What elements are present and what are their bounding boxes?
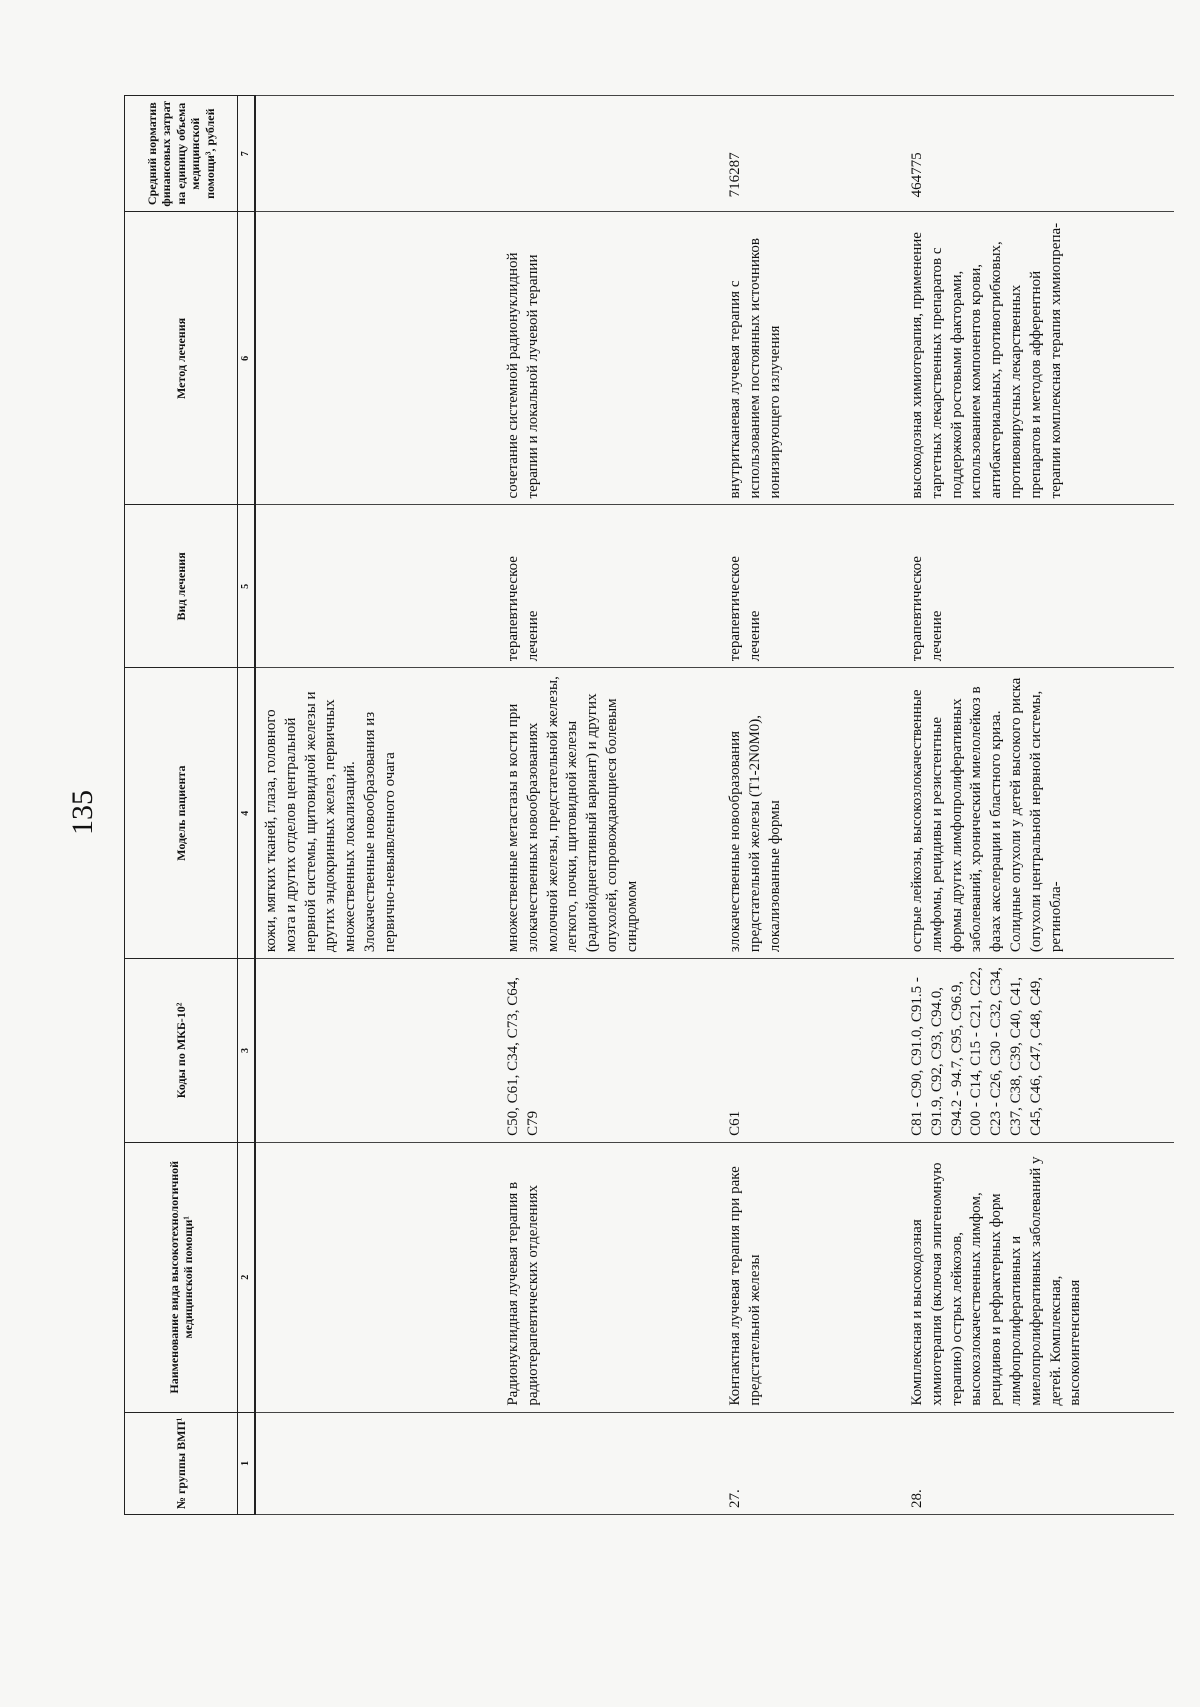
col-number: 4 <box>238 668 256 959</box>
cell-treatment-method <box>255 212 498 505</box>
header-patient-model: Модель пациента <box>125 668 238 959</box>
cell-treatment-type: терапевтическое лечение <box>902 505 1174 668</box>
cell-group-number <box>255 1412 498 1514</box>
cell-vmp-name: Комплексная и высокодозная химиотерапия (включая эпигеномную терапию) острых лейкозов, высокозлокачественных лимфом, рецидивов и рефрактерных форм лимфопролиферативных и миелопролиферативных заболеваний у детей. Комплексная, высокоинтенсивная <box>902 1142 1174 1412</box>
cell-icd-codes: C81 - C90, C91.0, C91.5 - C91.9, C92, C93, C94.0, C94.2 - 94.7, C95, C96.9, C00 - C14, C15 - C21, C22, C23 - C26, C30 - C32, C34, C37, C38, C39, C40, C41, C45, C46, C47, C48, C49, <box>902 959 1174 1143</box>
cell-cost-norm <box>498 96 720 212</box>
cell-group-number: 28. <box>902 1412 1174 1514</box>
header-group-number: № группы ВМП¹ <box>125 1412 238 1514</box>
vmp-table <box>124 95 1174 1515</box>
header-cost-norm: Средний норматив финансовых затрат на единицу объема медицинской помощи³, рублей <box>125 96 238 212</box>
col-number: 7 <box>238 96 256 212</box>
col-number: 2 <box>238 1142 256 1412</box>
column-number-row <box>238 96 256 1515</box>
cell-icd-codes: C50, C61, C34, C73, C64, C79 <box>498 959 720 1143</box>
cell-icd-codes: C61 <box>720 959 902 1143</box>
rotated-table-container <box>124 95 1200 1515</box>
cell-treatment-type: терапевтическое лечение <box>720 505 902 668</box>
cell-treatment-method: высокодозная химиотерапия, применение таргетных лекарственных препаратов с поддержкой ростовыми факторами, использованием компонентов крови, антибактериальных, противогрибковых, противовирусных лекарственных препаратов и методов афферентной терапии комплексная терапия химиопрепа- <box>902 212 1174 505</box>
col-number: 3 <box>238 959 256 1143</box>
cell-group-number: 27. <box>720 1412 902 1514</box>
header-treatment-type: Вид лечения <box>125 505 238 668</box>
table-row <box>902 96 1174 1515</box>
col-number: 5 <box>238 505 256 668</box>
cell-icd-codes <box>255 959 498 1143</box>
header-treatment-method: Метод лечения <box>125 212 238 505</box>
cell-group-number <box>498 1412 720 1514</box>
table-row <box>255 96 498 1515</box>
col-number: 6 <box>238 212 256 505</box>
cell-treatment-method: сочетание системной радионуклидной терапии и локальной лучевой терапии <box>498 212 720 505</box>
table-row <box>498 96 720 1515</box>
cell-vmp-name: Радионуклидная лучевая терапия в радиотерапевтических отделениях <box>498 1142 720 1412</box>
cell-treatment-type: терапевтическое лечение <box>498 505 720 668</box>
cell-vmp-name <box>255 1142 498 1412</box>
cell-patient-model: кожи, мягких тканей, глаза, головного мозга и других отделов центральной нервной системы, щитовидной железы и других эндокринных желез, первичных множественных локализаций. Злокачественные новообразования из первично-невыявленного очага <box>255 668 498 959</box>
cell-cost-norm: 464775 <box>902 96 1174 212</box>
cell-patient-model: злокачественные новообразования предстательной железы (T1-2N0M0), локализованные формы <box>720 668 902 959</box>
cell-cost-norm: 716287 <box>720 96 902 212</box>
cell-patient-model: множественные метастазы в кости при злокачественных новообразованиях молочной железы, предстательной железы, легкого, почки, щитовидной железы (радиойоднегативный вариант) и других опухолей, сопровождающиеся болевым синдромом <box>498 668 720 959</box>
cell-cost-norm <box>255 96 498 212</box>
cell-vmp-name: Контактная лучевая терапия при раке предстательной железы <box>720 1142 902 1412</box>
col-number: 1 <box>238 1412 256 1514</box>
cell-treatment-method: внутритканевая лучевая терапия с использованием постоянных источников ионизирующего излучения <box>720 212 902 505</box>
header-vmp-name: Наименование вида высокотехнологичной медицинской помощи¹ <box>125 1142 238 1412</box>
table-row <box>720 96 902 1515</box>
page-number: 135 <box>66 790 99 835</box>
header-icd-codes: Коды по МКБ-10² <box>125 959 238 1143</box>
header-row <box>125 96 238 1515</box>
cell-patient-model: острые лейкозы, высокозлокачественные лимфомы, рецидивы и резистентные формы других лимфопролиферативных заболеваний, хронический миелолейкоз в фазах акселерации и бластного криза. Солидные опухоли у детей высокого риска (опухоли центральной нервной системы, ретинобла- <box>902 668 1174 959</box>
cell-treatment-type <box>255 505 498 668</box>
